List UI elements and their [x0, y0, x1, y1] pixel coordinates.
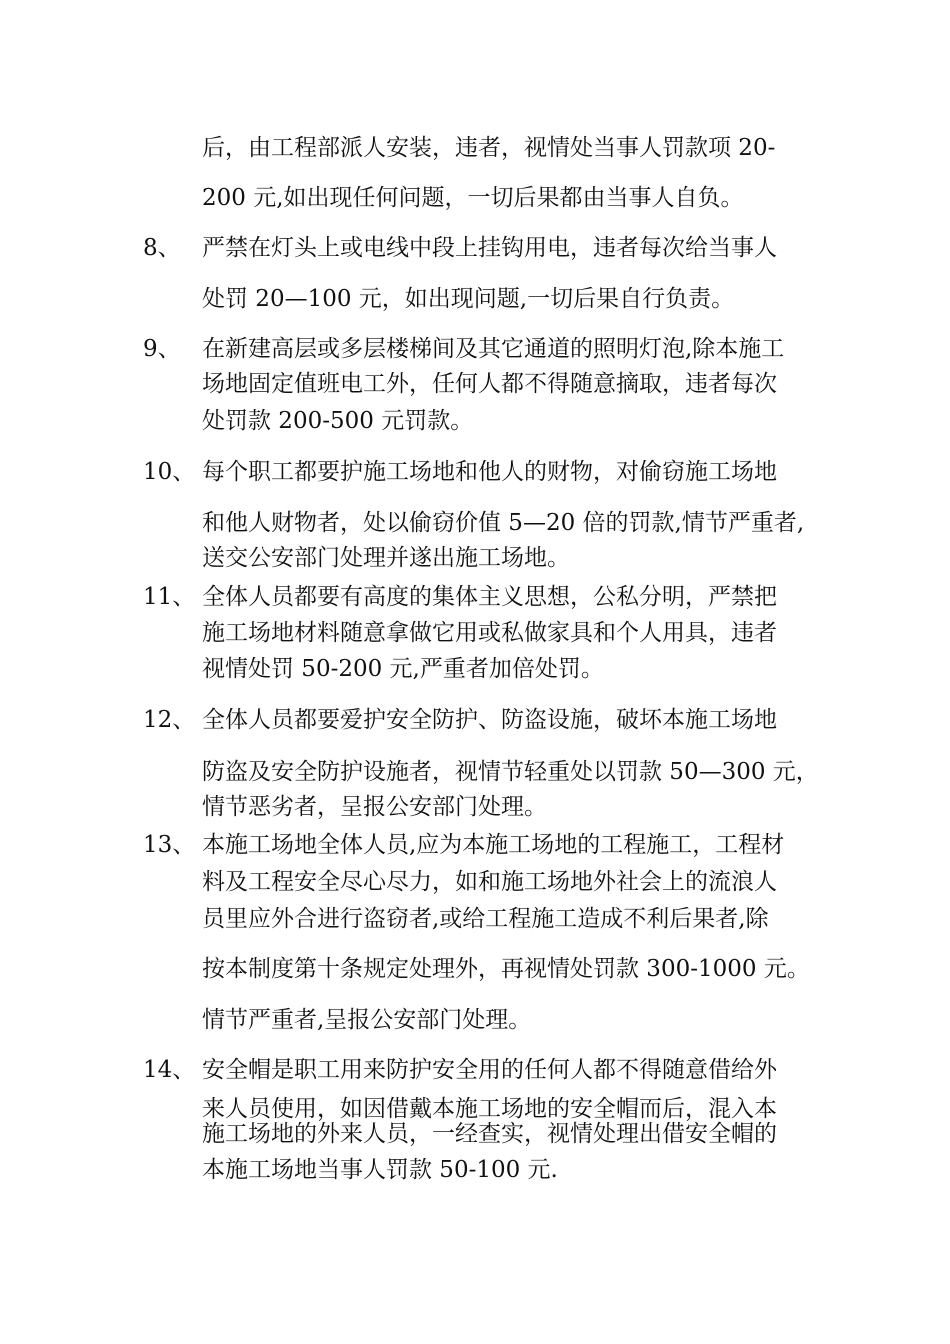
- paragraph-line: 全体人员都要有高度的集体主义思想，公私分明，严禁把: [202, 584, 777, 610]
- paragraph-line: 场地固定值班电工外，任何人都不得随意摘取，违者每次: [202, 371, 777, 397]
- item-number: 11、: [143, 584, 196, 610]
- paragraph-line: 每个职工都要护施工场地和他人的财物，对偷窃施工场地: [202, 459, 777, 485]
- item-number: 8、: [143, 235, 181, 261]
- paragraph-line: 和他人财物者，处以偷窃价值 5—20 倍的罚款,情节严重者,: [202, 510, 805, 536]
- paragraph-line: 视情处罚 50-200 元,严重者加倍处罚。: [202, 656, 604, 682]
- paragraph-line: 员里应外合进行盗窃者,或给工程施工造成不利后果者,除: [202, 906, 769, 932]
- paragraph-line: 本施工场地全体人员,应为本施工场地的工程施工，工程材: [202, 832, 785, 858]
- paragraph-line: 料及工程安全尽心尽力，如和施工场地外社会上的流浪人: [202, 869, 777, 895]
- paragraph-line: 在新建高层或多层楼梯间及其它通道的照明灯泡,除本施工: [202, 336, 785, 362]
- paragraph-line: 按本制度第十条规定处理外，再视情处罚款 300-1000 元。: [202, 956, 810, 982]
- paragraph-line: 严禁在灯头上或电线中段上挂钩用电，违者每次给当事人: [202, 235, 777, 261]
- item-number: 12、: [143, 707, 196, 733]
- paragraph-line: 施工场地的外来人员，一经查实，视情处理出借安全帽的: [202, 1121, 777, 1147]
- item-number: 13、: [143, 832, 196, 858]
- paragraph-line: 全体人员都要爱护安全防护、防盗设施，破坏本施工场地: [202, 707, 777, 733]
- paragraph-line: 施工场地材料随意拿做它用或私做家具和个人用具，违者: [202, 620, 777, 646]
- paragraph-line: 后，由工程部派人安装，违者，视情处当事人罚款项 20-: [202, 135, 776, 161]
- paragraph-line: 安全帽是职工用来防护安全用的任何人都不得随意借给外: [202, 1057, 777, 1083]
- paragraph-line: 处罚 20—100 元，如出现问题,一切后果自行负责。: [202, 286, 735, 312]
- paragraph-line: 来人员使用，如因借戴本施工场地的安全帽而后，混入本: [202, 1096, 777, 1122]
- paragraph-line: 本施工场地当事人罚款 50-100 元.: [202, 1157, 558, 1183]
- item-number: 9、: [143, 336, 181, 362]
- paragraph-line: 防盗及安全防护设施者，视情节轻重处以罚款 50—300 元，: [202, 759, 819, 785]
- item-number: 14、: [143, 1057, 196, 1083]
- paragraph-line: 送交公安部门处理并遂出施工场地。: [202, 545, 570, 571]
- item-number: 10、: [143, 459, 196, 485]
- paragraph-line: 情节恶劣者，呈报公安部门处理。: [202, 794, 547, 820]
- paragraph-line: 处罚款 200-500 元罚款。: [202, 408, 474, 434]
- paragraph-line: 情节严重者,呈报公安部门处理。: [202, 1007, 532, 1033]
- paragraph-line: 200 元,如出现任何问题，一切后果都由当事人自负。: [202, 185, 744, 211]
